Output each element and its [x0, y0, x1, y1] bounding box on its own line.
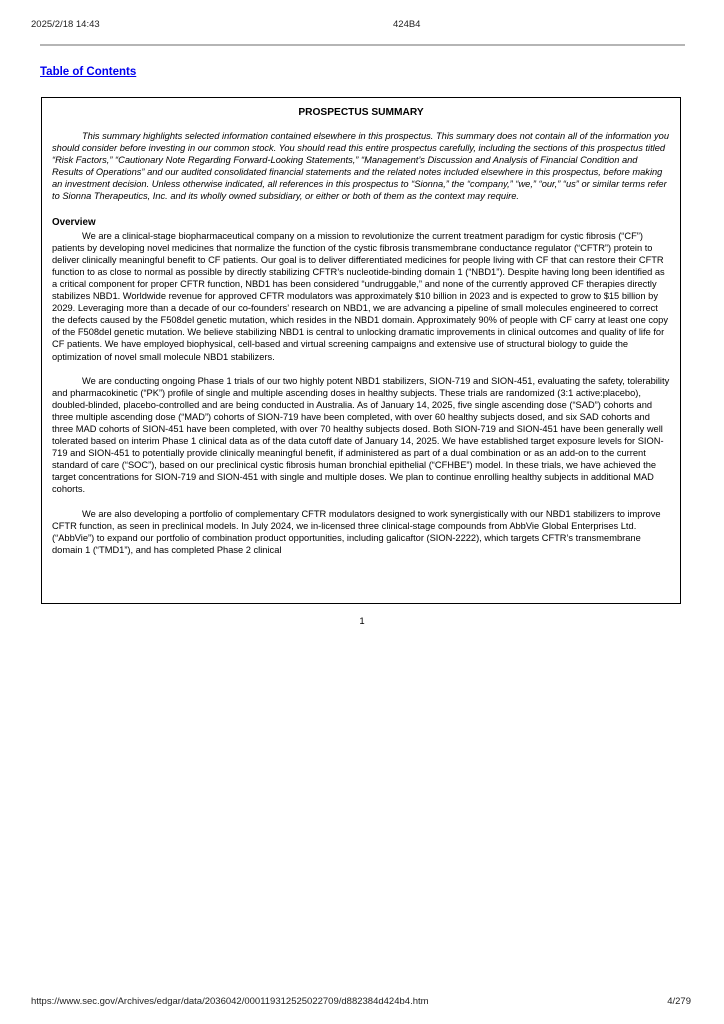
- source-url: https://www.sec.gov/Archives/edgar/data/2036042/000119312525022709/d882384d424b4.htm: [31, 996, 429, 1007]
- prospectus-summary-box: [41, 97, 681, 604]
- overview-paragraph-3: We are also developing a portfolio of complementary CFTR modulators designed to work synergistically with our NBD1 stabilizers to improve CFTR function, as seen in preclinical models. In July 2024, we in-licensed three clinical-stage compounds from AbbVie Global Enterprises Ltd. (“AbbVie”) to expand our portfolio of combination product opportunities, including galicaftor (SION-2222), which targets CFTR’s transmembrane domain 1 (“TMD1”), and has completed Phase 2 clinical: [52, 508, 661, 555]
- summary-intro: This summary highlights selected information contained elsewhere in this prospectus. This summary does not contain all of the information you should consider before investing in our common stock. You should read this entire prospectus carefully, including the sections of this prospectus titled “Risk Factors,” “Cautionary Note Regarding Forward-Looking Statements,” “Management’s Discussion and Analysis of Financial Condition and Results of Operations” and our audited consolidated financial statements and the related notes included elsewhere in this prospectus, before making an investment decision. Unless otherwise indicated, all references in this prospectus to “Sionna,” the “company,” “we,” “our,” “us” or similar terms refer to Sionna Therapeutics, Inc. and its wholly owned subsidiary, or either or both of them as the context may require.: [52, 131, 670, 202]
- page-number: 1: [359, 616, 365, 627]
- table-of-contents-link[interactable]: Table of Contents: [40, 66, 137, 78]
- overview-heading: Overview: [52, 216, 96, 228]
- summary-title: PROSPECTUS SUMMARY: [298, 107, 424, 118]
- print-datetime: 2025/2/18 14:43: [31, 19, 100, 30]
- print-page-count: 4/279: [667, 996, 691, 1007]
- header-divider: [40, 44, 685, 46]
- overview-paragraph-1: We are a clinical-stage biopharmaceutical company on a mission to revolutionize the current treatment paradigm for cystic fibrosis (“CF”) patients by developing novel medicines that normalize the function of the cystic fibrosis transmembrane conductance regulator (“CFTR”) protein to deliver clinically meaningful benefit to CF patients. Our goal is to deliver differentiated medicines for people living with CF that can restore their CFTR function to as close to normal as possible by directly stabilizing CFTR’s nucleotide-binding domain 1 (“NBD1”). Despite having long been identified as a critical component for proper CFTR function, NBD1 has been considered “undruggable,” and none of the currently approved CF therapies directly stabilizes NBD1. Worldwide revenue for approved CFTR modulators was approximately $10 billion in 2023 and is expected to grow to $15 billion by 2029. Leveraging more than a decade of our co-founders’ research on NBD1, we are advancing a pipeline of small molecules engineered to correct the defects caused by the F508del genetic mutation, which resides in the NBD1 domain. Approximately 90% of people with CF carry at least one copy of the F508del genetic mutation. We believe stabilizing NBD1 is central to unlocking dramatic improvements in clinical outcomes and quality of life for CF patients. We have employed biophysical, cell-based and virtual screening campaigns and extensive use of structural biology to guide the optimization of novel small molecule NBD1 stabilizers.: [52, 230, 668, 362]
- print-header: [0, 0, 724, 30]
- overview-paragraph-2: We are conducting ongoing Phase 1 trials of our two highly potent NBD1 stabilizers, SION-719 and SION-451, evaluating the safety, tolerability and pharmacokinetic (“PK”) profile of single and multiple ascending doses in healthy subjects. These trials are randomized (3:1 active:placebo), doubled-blinded, placebo-controlled and are being conducted in Australia. As of January 14, 2025, five single ascending dose (“SAD”) cohorts and three multiple ascending dose (“MAD”) cohorts of SION-719 have been completed, with over 60 healthy subjects dosed, and six SAD cohorts and three MAD cohorts of SION-451 have been completed, with over 70 healthy subjects dosed. Both SION-719 and SION-451 have been generally well tolerated based on interim Phase 1 clinical data as of the data cutoff date of January 14, 2025. We have established target exposure levels for SION-719 and SION-451 to potentially provide clinically meaningful benefit, if administered as part of a dual combination or as an add-on to the current standard of care (“SOC”), based on our preclinical cystic fibrosis human bronchial epithelial (“CFHBE”) model. In these trials, we have achieved the target concentrations for SION-719 and SION-451 with single and multiple doses. We plan to continue enrolling healthy subjects in additional MAD cohorts.: [52, 375, 670, 495]
- document-id: 424B4: [393, 19, 421, 30]
